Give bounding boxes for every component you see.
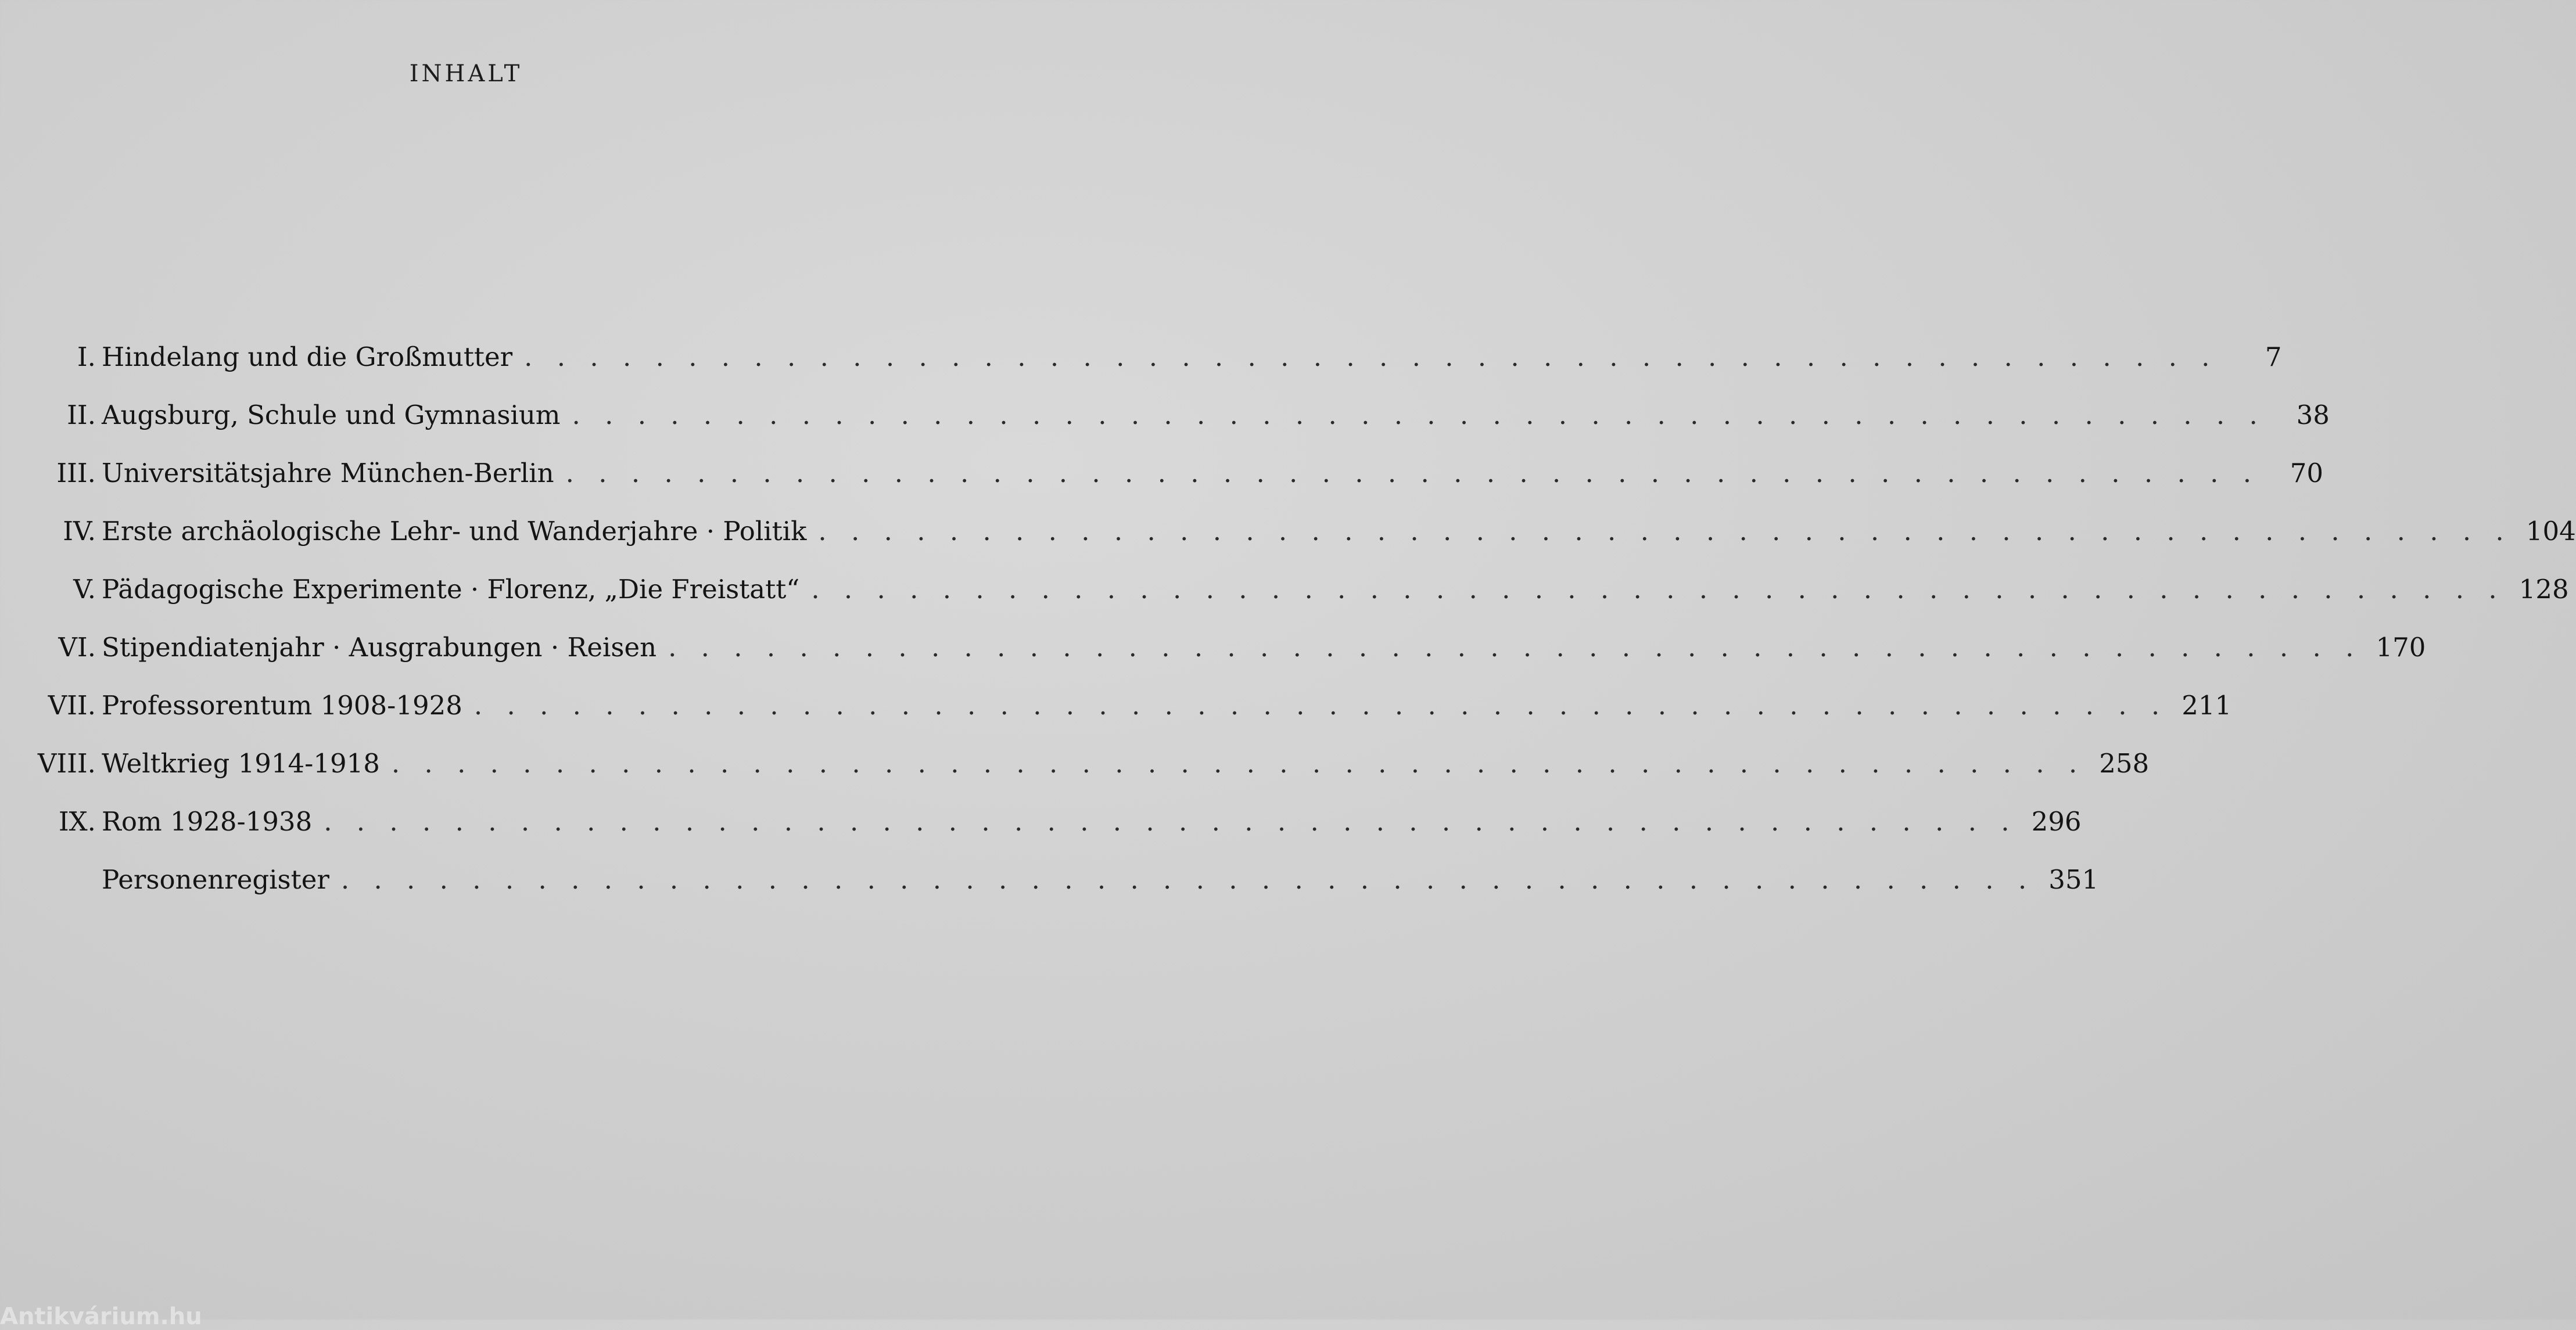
toc-entry-number: V. xyxy=(73,574,96,605)
toc-entry-number: II. xyxy=(67,400,96,430)
toc-entry-number: IV. xyxy=(63,516,96,547)
toc-entry-title: Professorentum 1908-1928 xyxy=(102,690,462,721)
toc-entry-page: 38 xyxy=(2296,400,2330,430)
toc-entry xyxy=(29,560,2569,619)
toc-entry-number: VI. xyxy=(58,632,96,663)
toc-entry-title: Universitätsjahre München-Berlin xyxy=(102,458,554,488)
toc-entry xyxy=(29,386,2330,444)
watermark: Antikvárium.hu xyxy=(0,1303,202,1330)
toc-entry-page: 258 xyxy=(2099,748,2150,779)
toc-entry-page: 351 xyxy=(2048,864,2099,895)
toc-entry-page: 296 xyxy=(2031,806,2082,837)
toc-entry-title: Erste archäologische Lehr- und Wanderjahre · Politik xyxy=(102,516,807,547)
toc-entry-title: Stipendiatenjahr · Ausgrabungen · Reisen xyxy=(102,632,657,663)
toc-leader-dots: . . . . . . . . . . . . . . . . . . . . . . . . . . . . . . . . . . . . . . . . . . . . . . . . . . . . xyxy=(324,806,2018,837)
toc-entry-page: 211 xyxy=(2182,690,2232,721)
toc-entry xyxy=(29,502,2576,560)
toc-leader-dots: . . . . . . . . . . . . . . . . . . . . . . . . . . . . . . . . . . . . . . . . . . . . . . . . . . . . xyxy=(572,400,2266,430)
toc-entry-title: Weltkrieg 1914-1918 xyxy=(102,748,380,779)
table-of-contents xyxy=(29,328,2576,909)
toc-entry-title: Hindelang und die Großmutter xyxy=(102,342,513,372)
toc-leader-dots: . . . . . . . . . . . . . . . . . . . . . . . . . . . . . . . . . . . . . . . . . . . . . . . . . . . . xyxy=(811,574,2505,605)
toc-entry-page: 104 xyxy=(2525,516,2576,547)
toc-entry xyxy=(29,793,2082,851)
toc-entry-title: Pädagogische Experimente · Florenz, „Die Freistatt“ xyxy=(102,574,800,605)
toc-entry xyxy=(29,677,2232,735)
toc-leader-dots: . . . . . . . . . . . . . . . . . . . . . . . . . . . . . . . . . . . . . . . . . . . . . . . . . . . . xyxy=(340,864,2035,895)
toc-entry-number: VIII. xyxy=(37,748,96,779)
toc-entry-number: IX. xyxy=(58,806,96,837)
toc-entry xyxy=(29,735,2150,793)
toc-leader-dots: . . . . . . . . . . . . . . . . . . . . . . . . . . . . . . . . . . . . . . . . . . . . . . . . . . . . xyxy=(524,342,2218,372)
toc-entry-title: Personenregister xyxy=(102,864,329,895)
toc-leader-dots: . . . . . . . . . . . . . . . . . . . . . . . . . . . . . . . . . . . . . . . . . . . . . . . . . . . . xyxy=(473,690,2168,721)
toc-entry-page: 170 xyxy=(2376,632,2426,663)
toc-entry xyxy=(29,619,2426,677)
toc-entry-title: Rom 1928-1938 xyxy=(102,806,313,837)
toc-entry xyxy=(29,444,2324,502)
toc-leader-dots: . . . . . . . . . . . . . . . . . . . . . . . . . . . . . . . . . . . . . . . . . . . . . . . . . . . . xyxy=(818,516,2512,547)
toc-entry-title: Augsburg, Schule und Gymnasium xyxy=(102,400,561,430)
toc-entry-number: VII. xyxy=(48,690,96,721)
toc-leader-dots: . . . . . . . . . . . . . . . . . . . . . . . . . . . . . . . . . . . . . . . . . . . . . . . . . . . . xyxy=(391,748,2086,779)
toc-entry xyxy=(29,851,2099,909)
toc-entry xyxy=(29,328,2282,386)
toc-leader-dots: . . . . . . . . . . . . . . . . . . . . . . . . . . . . . . . . . . . . . . . . . . . . . . . . . . . . xyxy=(565,458,2260,488)
toc-entry-number: I. xyxy=(77,342,96,372)
toc-entry-page: 128 xyxy=(2518,574,2569,605)
toc-entry-number: III. xyxy=(56,458,96,488)
toc-leader-dots: . . . . . . . . . . . . . . . . . . . . . . . . . . . . . . . . . . . . . . . . . . . . . . . . . . . . xyxy=(668,632,2362,663)
toc-entry-page: 70 xyxy=(2290,458,2324,488)
toc-entry-page: 7 xyxy=(2265,342,2282,372)
page-title: INHALT xyxy=(409,60,523,87)
